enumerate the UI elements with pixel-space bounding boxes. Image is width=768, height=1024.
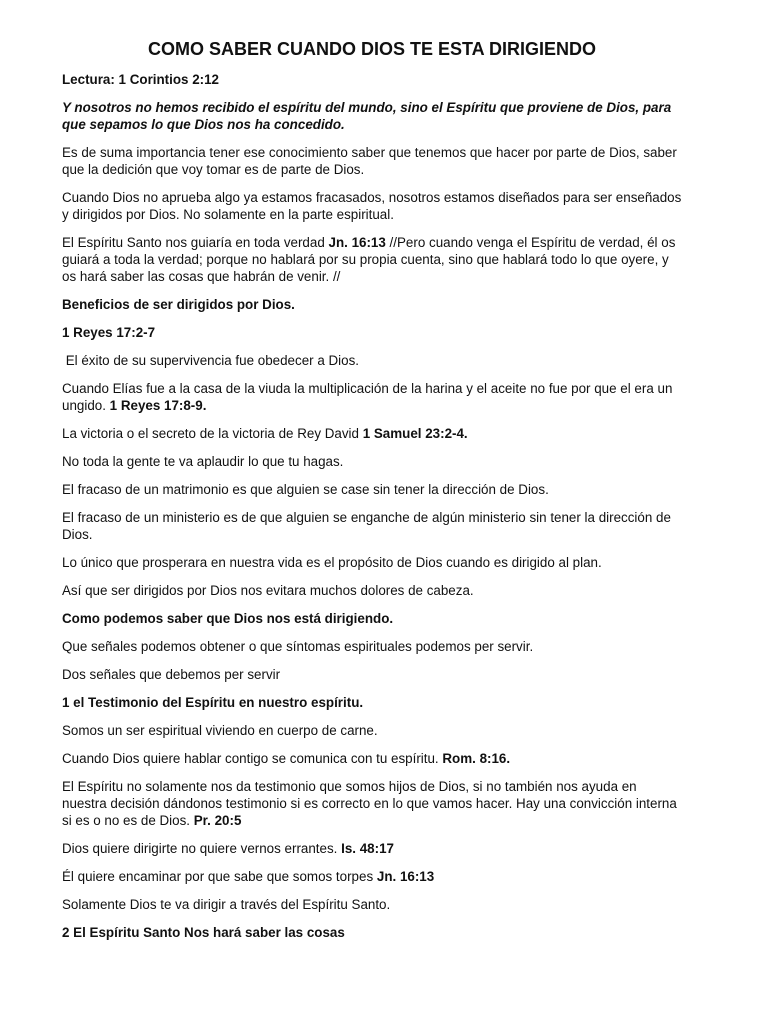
scripture-reference: Jn. 16:13 — [376, 869, 435, 884]
scripture-reference: Jn. 16:13 — [328, 235, 386, 250]
section-heading: 2 El Espíritu Santo Nos hará saber las cosas — [62, 925, 345, 940]
paragraph: Que señales podemos obtener o que síntomas espirituales podemos per servir. — [62, 639, 534, 654]
scripture-reference: 1 Reyes 17:8-9. — [109, 398, 207, 413]
paragraph: El éxito de su supervivencia fue obedecer a Dios. — [62, 353, 359, 368]
scripture-verse: Y nosotros no hemos recibido el espíritu del mundo, sino el Espíritu que proviene de Dios, para que sepamos lo que Dios nos ha concedido. — [62, 100, 672, 132]
section-heading: 1 el Testimonio del Espíritu en nuestro espíritu. — [62, 695, 364, 710]
section-heading: Como podemos saber que Dios nos está dirigiendo. — [62, 611, 394, 626]
paragraph: Dos señales que debemos per servir — [62, 667, 281, 682]
paragraph-text: Él quiere encaminar por que sabe que somos torpes — [62, 869, 377, 884]
paragraph — [62, 868, 682, 885]
reading-reference: Lectura: 1 Corintios 2:12 — [62, 72, 220, 87]
document-title: COMO SABER CUANDO DIOS TE ESTA DIRIGIENDO — [147, 39, 597, 59]
paragraph: Lo único que prosperara en nuestra vida es el propósito de Dios cuando es dirigido al plan. — [62, 555, 602, 570]
scripture-reference: 1 Reyes 17:2-7 — [62, 325, 156, 340]
paragraph: El fracaso de un matrimonio es que alguien se case sin tener la dirección de Dios. — [62, 482, 549, 497]
paragraph — [62, 750, 682, 767]
paragraph-text: La victoria o el secreto de la victoria de Rey David — [62, 426, 363, 441]
paragraph-text: //Pero cuando venga el Espíritu de verdad, él os guiará a toda la verdad; porque no hablará por su propia cuenta, sino que hablará todo lo que oyere, y os hará saber las cosas que habrán de venir. // — [62, 235, 676, 284]
paragraph: Cuando Dios no aprueba algo ya estamos fracasados, nosotros estamos diseñados para ser enseñados y dirigidos por Dios. No solamente en la parte espiritual. — [62, 190, 682, 222]
paragraph: Es de suma importancia tener ese conocimiento saber que tenemos que hacer por parte de Dios, saber que la dedición que voy tomar es de parte de Dios. — [62, 145, 677, 177]
paragraph — [62, 234, 682, 285]
paragraph-text: Dios quiere dirigirte no quiere vernos errantes. — [62, 841, 342, 856]
document-page — [62, 38, 682, 952]
scripture-reference: Is. 48:17 — [341, 841, 394, 856]
paragraph — [62, 380, 682, 414]
paragraph-text: El Espíritu Santo nos guiaría en toda verdad — [62, 235, 329, 250]
section-heading: Beneficios de ser dirigidos por Dios. — [62, 297, 295, 312]
scripture-reference: Rom. 8:16. — [442, 751, 511, 766]
paragraph — [62, 840, 682, 857]
paragraph — [62, 425, 682, 442]
scripture-reference: 1 Samuel 23:2-4. — [362, 426, 468, 441]
paragraph: El fracaso de un ministerio es de que alguien se enganche de algún ministerio sin tener la dirección de Dios. — [62, 510, 671, 542]
scripture-reference: Pr. 20:5 — [193, 813, 242, 828]
paragraph: No toda la gente te va aplaudir lo que tu hagas. — [62, 454, 344, 469]
paragraph-text: Cuando Elías fue a la casa de la viuda la multiplicación de la harina y el aceite no fue por que el era un ungido. — [62, 381, 673, 413]
paragraph: Solamente Dios te va dirigir a través del Espíritu Santo. — [62, 897, 391, 912]
paragraph-text: El Espíritu no solamente nos da testimonio que somos hijos de Dios, si no también nos ayuda en nuestra decisión dándonos testimonio si es correcto en lo que vamos hacer. Hay una convicción interna si es o no es de Dios. — [62, 779, 677, 828]
paragraph: Así que ser dirigidos por Dios nos evitara muchos dolores de cabeza. — [62, 583, 474, 598]
paragraph: Somos un ser espiritual viviendo en cuerpo de carne. — [62, 723, 378, 738]
paragraph-text: Cuando Dios quiere hablar contigo se comunica con tu espíritu. — [62, 751, 443, 766]
paragraph — [62, 778, 682, 829]
